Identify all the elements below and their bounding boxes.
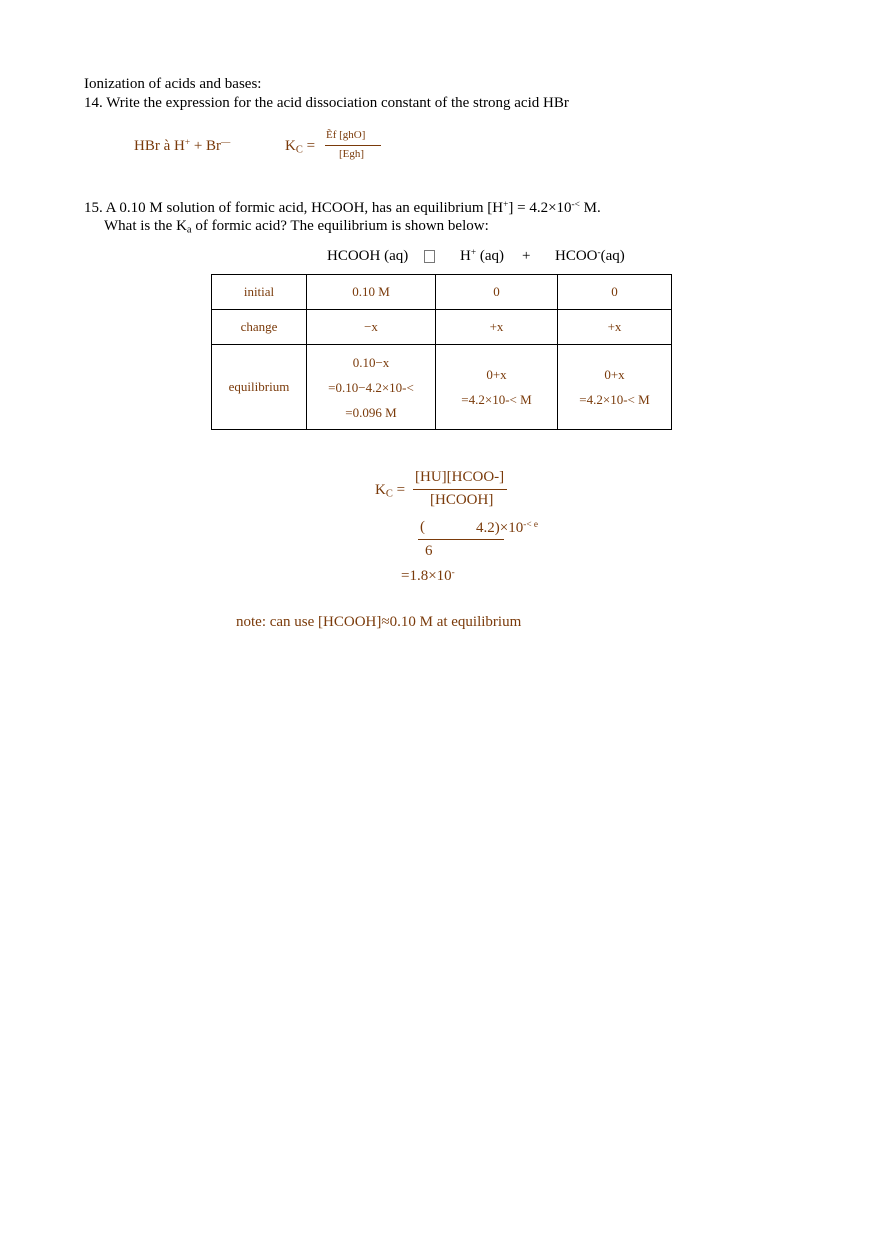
q15-line2-sub: a [186,224,192,236]
fraction-line-step2 [418,539,504,540]
fraction-line-15 [413,489,507,490]
table-cell: 0 [558,275,672,310]
equation-reactant: HCOOH (aq) [327,248,409,264]
kc-result [401,567,455,585]
q15-line1-b: ] = 4.2×10 [508,200,572,216]
reaction-sup: + [184,137,191,148]
eq-col1-line: =0.096 M [345,404,397,420]
kc15-equals: = [392,482,406,498]
q15-line1-a: 15. A 0.10 M solution of formic acid, HCOOH, has an equilibrium [H [84,200,504,216]
table-cell [307,345,436,430]
table-cell: 0.10 M [307,275,436,310]
q15-line1-c: M. [579,200,601,216]
kc-denominator-15: [HCOOH] [430,492,494,508]
product2-tail: (aq) [600,248,625,264]
row-label-equilibrium: equilibrium [212,345,307,430]
eq-col2-line: =4.2×10-< M [461,392,532,407]
kc-step2-denominator: 6 [425,543,433,559]
kc15-letter: K [375,482,386,498]
eq-col1-line: 0.10−x [352,354,390,370]
product1-sup: + [470,247,477,258]
product1-text: H [460,248,471,264]
table-row-change [212,310,672,345]
question-14-prompt: 14. Write the expression for the acid dissociation constant of the strong acid HBr [84,95,569,111]
equation-plus: + [522,248,531,264]
q15-line1-sup: + [503,199,509,210]
kc-equals: = [302,138,316,154]
kc-numerator-15: [HU][HCOO-] [415,469,505,485]
kc-label-14 [285,137,315,155]
reaction-tail: + Br [190,138,222,154]
kc-label-15 [375,481,405,499]
question-15-line2 [104,217,489,235]
kc-step2-open: ( [420,519,425,535]
reaction-tail-sup: — [221,137,231,148]
q15-line2-b: of formic acid? The equilibrium is shown below: [191,218,489,234]
equation-product-1 [460,247,504,265]
kc-result-number: =1.8×10 [401,568,452,584]
eq-col3-line: 0+x [604,367,625,382]
equilibrium-arrow-icon [424,250,435,263]
kc-result-exponent: - [451,567,455,578]
fraction-line-14 [325,145,381,146]
q15-line2-a: What is the K [104,218,187,234]
kc15-subscript: C [385,488,393,500]
product1-tail: (aq) [476,248,504,264]
product2-sup: - [597,247,601,258]
table-cell: 0 [436,275,558,310]
table-cell [558,345,672,430]
table-cell [436,345,558,430]
table-row-initial [212,275,672,310]
row-label-initial: initial [212,275,307,310]
table-cell: +x [436,310,558,345]
ice-table [211,274,672,430]
hbr-reaction [134,137,230,155]
kc-step2-number: 4.2)×10 [476,520,524,536]
question-15-line1 [84,199,601,217]
kc-subscript: C [295,144,303,156]
equation-product-2 [555,247,625,265]
table-row-equilibrium [212,345,672,430]
kc-denominator-14: [Egh] [339,148,365,160]
reaction-text: HBr à H [134,138,185,154]
note-text: note: can use [HCOOH]≈0.10 M at equilibrium [236,614,522,630]
row-label-change: change [212,310,307,345]
kc-step2-exponent: -< e [523,519,539,530]
q15-line1-exp: -< [571,199,580,210]
eq-col3-line: =4.2×10-< M [579,392,650,407]
section-heading: Ionization of acids and bases: [84,76,262,92]
table-cell: +x [558,310,672,345]
kc-step2-value [476,519,538,537]
eq-col1-line: =0.10−4.2×10-< [328,379,414,395]
table-cell: −x [307,310,436,345]
kc-numerator-14: Ẽf [ghO] [326,129,366,141]
kc-letter: K [285,138,296,154]
product2-text: HCOO [555,248,598,264]
eq-col2-line: 0+x [486,367,507,382]
